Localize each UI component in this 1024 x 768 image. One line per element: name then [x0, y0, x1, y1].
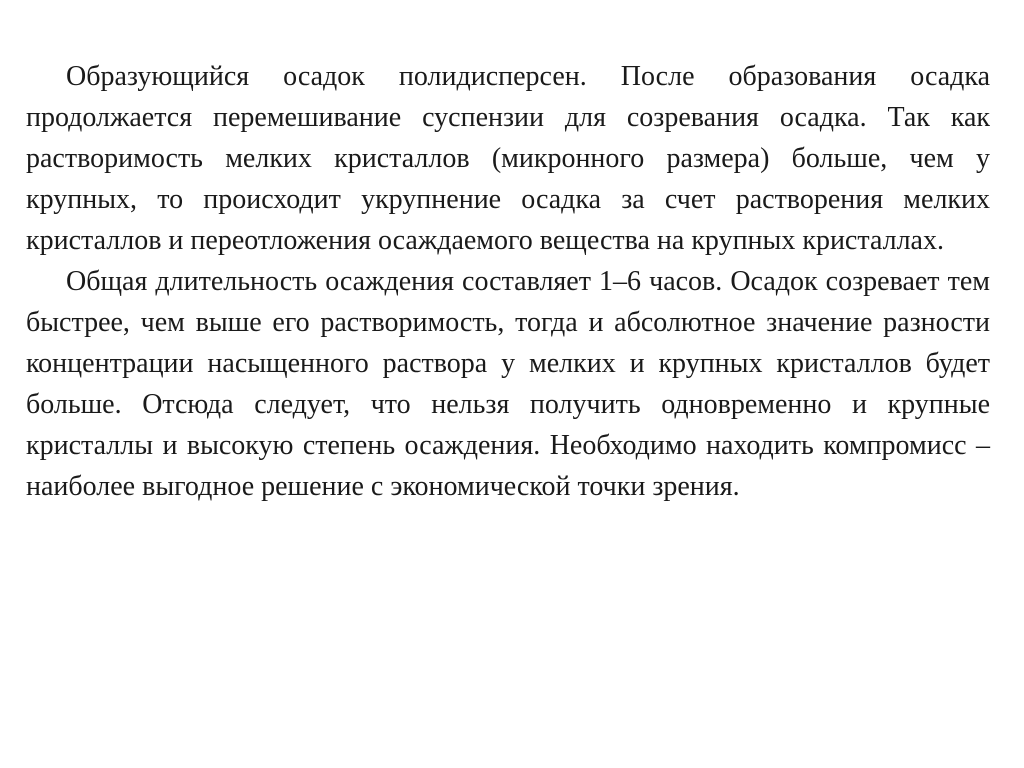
paragraph-precipitation-duration: Общая длительность осаждения составляет 1–6 часов. Осадок созревает тем быстрее, чем выше его растворимость, тогда и абсолютное значение разности концентрации насыщенного раствора у мелких и крупных кристаллов будет больше. Отсюда следует, что нельзя получить одновременно и крупные кристаллы и высокую степень осаждения. Необходимо находить компромисс – наиболее выгодное решение с экономической точки зрения.	[26, 266, 990, 502]
paragraph-precipitate-ripening: Образующийся осадок полидисперсен. После образования осадка продолжается перемешивание суспензии для созревания осадка. Так как растворимость мелких кристаллов (микронного размера) больше, чем у крупных, то происходит укрупнение осадка за счет растворения мелких кристаллов и переотложения осаждаемого вещества на крупных кристаллах.	[26, 61, 990, 256]
